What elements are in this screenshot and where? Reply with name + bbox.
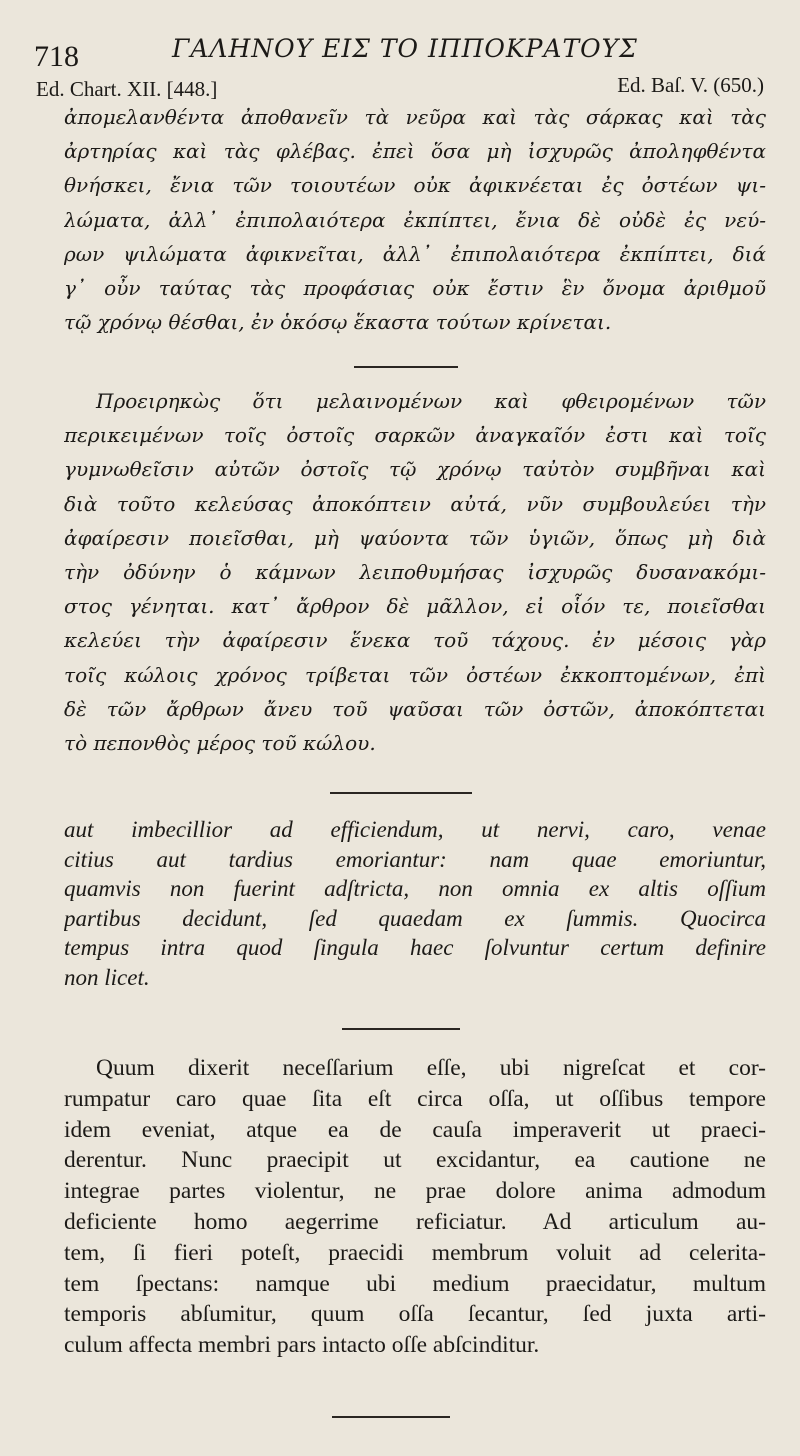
text-line: temporis abſumitur, quum oſſa ſecantur, ſed juxta arti- xyxy=(64,1301,766,1328)
text-line: ἀπομελανθέντα ἀποθανεῖν τὰ νεῦρα καὶ τὰς σάρκας καὶ τὰς xyxy=(64,105,766,129)
greek-text-continuation xyxy=(64,100,766,339)
page-number: 718 xyxy=(34,40,79,73)
text-line: θνήσκει, ἔνια τῶν τοιουτέων οὐκ ἀφικνέεται ἐς ὀστέων ψι- xyxy=(64,173,766,198)
latin-commentary xyxy=(64,1053,766,1361)
text-line: τῷ χρόνῳ θέσθαι, ἐν ὁκόσῳ ἕκαστα τούτων κρίνεται. xyxy=(64,310,612,335)
text-line: partibus decidunt, ſed quaedam ex ſummis. Quocirca xyxy=(64,905,766,931)
text-line: quamvis non fuerint adſtricta, non omnia ex altis oſſium xyxy=(64,876,766,901)
text-line: citius aut tardius emoriantur: nam quae emoriuntur, xyxy=(64,846,766,872)
greek-commentary xyxy=(64,384,766,760)
text-line: derentur. Nunc praecipit ut excidantur, ea cautione ne xyxy=(64,1147,766,1174)
text-line: culum affecta membri pars intacto oſſe abſcinditur. xyxy=(64,1332,540,1359)
edition-reference-right: Ed. Baſ. V. (650.) xyxy=(617,73,764,97)
text-line: τὴν ὀδύνην ὁ κάμνων λειποθυμήσας ἰσχυρῶς δυσανακόμι- xyxy=(64,559,766,584)
text-line: tem ſpectans: namque ubi medium praecidatur, multum xyxy=(64,1270,766,1297)
edition-reference-left: Ed. Chart. XII. [448.] xyxy=(36,77,218,101)
text-line: tempus intra quod ſingula haec ſolvuntur certum definire xyxy=(64,935,766,960)
text-line: τοῖς κώλοις χρόνος τρίβεται τῶν ὀστέων ἐκκοπτομένων, ἐπὶ xyxy=(64,662,766,687)
text-line: τὸ πεπονθὸς μέρος τοῦ κώλου. xyxy=(64,730,376,755)
text-line: rumpatur caro quae ſita eſt circa oſſa, ut oſſibus tempore xyxy=(64,1085,766,1112)
text-line: ρων ψιλώματα ἀφικνεῖται, ἀλλ᾽ ἐπιπολαιότερα ἐκπίπτει, διά xyxy=(64,241,766,266)
text-line: κελεύει τὴν ἀφαίρεσιν ἕνεκα τοῦ τάχους. ἐν μέσοις γὰρ xyxy=(64,628,766,653)
text-line: tem, ſi fieri poteſt, praecidi membrum voluit ad celerita- xyxy=(64,1239,766,1266)
text-line: Προειρηκὼς ὅτι μελαινομένων καὶ φθειρομένων τῶν xyxy=(96,389,766,413)
text-line: γ᾽ οὖν ταύτας τὰς προφάσιας οὐκ ἔστιν ἓν ὄνομα ἀριθμοῦ xyxy=(64,275,766,300)
section-divider xyxy=(330,792,472,794)
text-line: στος γένηται. κατ᾽ ἄρθρον δὲ μᾶλλον, εἰ οἷόν τε, ποιεῖσθαι xyxy=(64,594,766,619)
text-line: ἀρτηρίας καὶ τὰς φλέβας. ἐπεὶ ὅσα μὴ ἰσχυρῶς ἀποληφθέντα xyxy=(64,139,766,164)
text-line: περικειμένων τοῖς ὀστοῖς σαρκῶν ἀναγκαῖόν ἐστι καὶ τοῖς xyxy=(64,423,766,448)
text-line: λώματα, ἀλλ᾽ ἐπιπολαιότερα ἐκπίπτει, ἔνια δὲ οὐδὲ ἐς νεύ- xyxy=(64,207,766,232)
text-line: Quum dixerit neceſſarium eſſe, ubi nigreſcat et cor- xyxy=(96,1055,766,1081)
text-line: integrae partes violentur, ne prae dolore anima admodum xyxy=(64,1178,766,1205)
text-line: deficiente homo aegerrime reficiatur. Ad articulum au- xyxy=(64,1208,766,1235)
latin-translation xyxy=(64,815,766,992)
section-divider xyxy=(342,1028,460,1030)
text-line: ἀφαίρεσιν ποιεῖσθαι, μὴ ψαύοντα τῶν ὑγιῶν, ὅπως μὴ διὰ xyxy=(64,525,766,550)
text-line: διὰ τοῦτο κελεύσας ἀποκόπτειν αὐτά, νῦν συμβουλεύει τὴν xyxy=(64,491,766,516)
running-title: ΓΑΛΗΝΟΥ ΕΙΣ ΤΟ ΙΠΠΟΚΡΑΤΟΥΣ xyxy=(172,34,638,63)
text-line: δὲ τῶν ἄρθρων ἄνευ τοῦ ψαῦσαι τῶν ὀστῶν, ἀποκόπτεται xyxy=(64,696,766,721)
text-line: non licet. xyxy=(64,964,150,990)
text-line: γυμνωθεῖσιν αὐτῶν ὀστοῖς τῷ χρόνῳ ταὐτὸν συμβῆναι καὶ xyxy=(64,457,766,482)
text-line: idem eveniat, atque ea de cauſa imperaverit ut praeci- xyxy=(64,1116,766,1143)
section-divider xyxy=(354,366,458,368)
text-line: aut imbecillior ad efficiendum, ut nervi, caro, venae xyxy=(64,817,766,842)
section-divider xyxy=(332,1416,450,1418)
